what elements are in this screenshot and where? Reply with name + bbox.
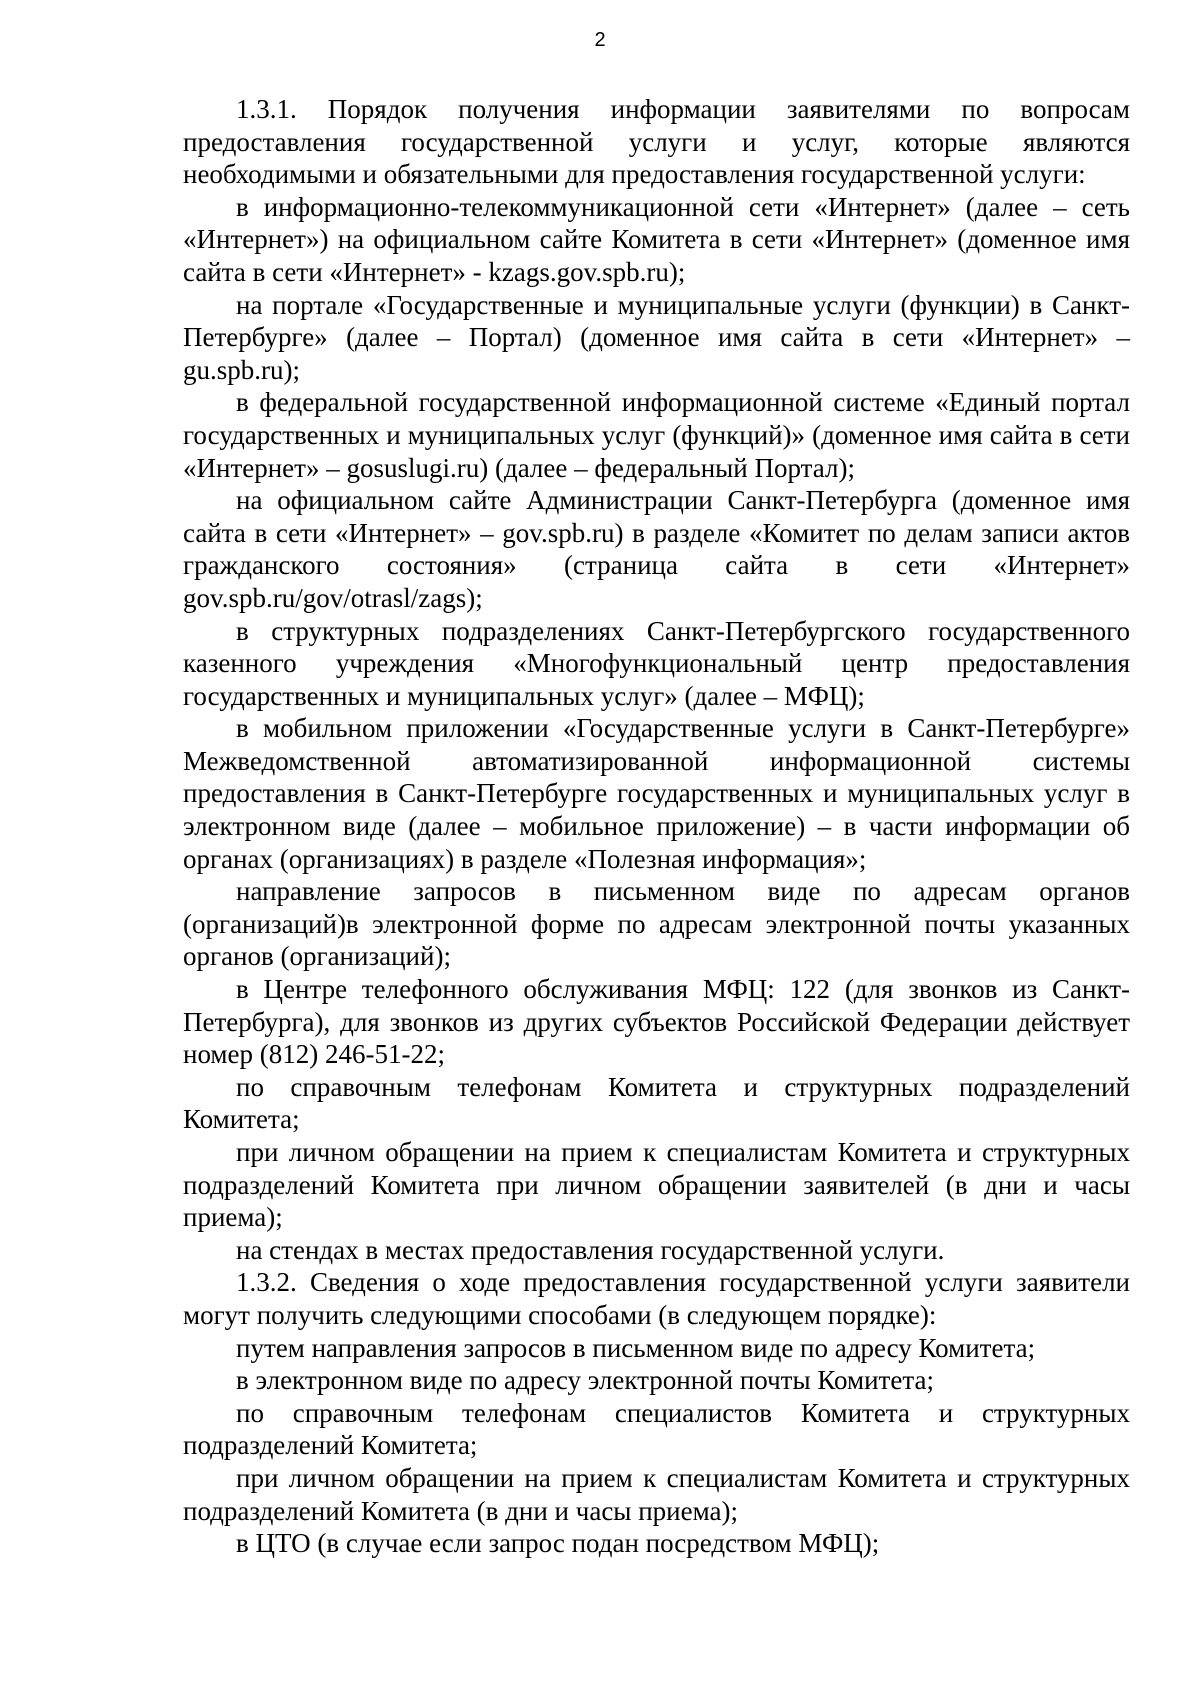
paragraph-written-address: путем направления запросов в письменном виде по адресу Комитета; — [236, 1332, 1036, 1363]
paragraph-portal: на портале «Государственные и муниципальные услуги (функции) в Санкт-Петербурге» (далее – Портал) (доменное имя сайта в сети «Интернет» – gu.spb.ru); — [183, 289, 1130, 385]
paragraph-specialist-phones: по справочным телефонам специалистов Комитета и структурных подразделений Комитета; — [183, 1397, 1130, 1461]
paragraph-written-requests: направление запросов в письменном виде по адресам органов (организаций)в электронной форме по адресам электронной почты указанных органов (организаций); — [183, 876, 1130, 972]
paragraph-internet: в информационно-телекоммуникационной сети «Интернет» (далее – сеть «Интернет») на официальном сайте Комитета в сети «Интернет» (доменное имя сайта в сети «Интернет» - kzags.gov.spb.ru); — [183, 191, 1130, 287]
paragraph-1-3-1-intro: 1.3.1. Порядок получения информации заявителями по вопросам предоставления государственной услуги и услуг, которые являются необходимыми и обязательными для предоставления государственной услуги: — [183, 94, 1130, 190]
page-number: 2 — [594, 29, 606, 51]
paragraph-personal-visit: при личном обращении на прием к специалистам Комитета и структурных подразделений Комитета при личном обращении заявителей (в дни и часы приема); — [183, 1137, 1130, 1233]
paragraph-reference-phones: по справочным телефонам Комитета и структурных подразделений Комитета; — [183, 1071, 1130, 1135]
paragraph-cto: в ЦТО (в случае если запрос подан посредством МФЦ); — [236, 1528, 880, 1559]
document-body — [183, 93, 1130, 1560]
paragraph-1-3-2-intro: 1.3.2. Сведения о ходе предоставления государственной услуги заявители могут получить следующими способами (в следующем порядке): — [183, 1267, 1130, 1330]
paragraph-personal-reception: при личном обращении на прием к специалистам Комитета и структурных подразделений Комитета (в дни и часы приема); — [183, 1462, 1130, 1526]
paragraph-call-center: в Центре телефонного обслуживания МФЦ: 122 (для звонков из Санкт-Петербурга), для звонков из других субъектов Российской Федерации действует номер (812) 246-51-22; — [183, 974, 1130, 1070]
paragraph-administration-site: на официальном сайте Администрации Санкт-Петербурга (доменное имя сайта в сети «Интернет» – gov.spb.ru) в разделе «Комитет по делам записи актов гражданского состояния» (страница сайта в сети «Интернет» gov.spb.ru/gov/otrasl/zags); — [183, 485, 1130, 613]
paragraph-mobile-app: в мобильном приложении «Государственные услуги в Санкт-Петербурге» Межведомственной автоматизированной информационной системы предоставления в Санкт-Петербурге государственных и муниципальных услуг в электронном виде (далее – мобильное приложение) – в части информации об органах (организациях) в разделе «Полезная информация»; — [183, 713, 1130, 874]
paragraph-email: в электронном виде по адресу электронной почты Комитета; — [236, 1365, 934, 1396]
paragraph-federal-portal: в федеральной государственной информационной системе «Единый портал государственных и муниципальных услуг (функций)» (доменное имя сайта в сети «Интернет» – gosuslugi.ru) (далее – федеральный Портал); — [183, 387, 1130, 483]
paragraph-stands: на стендах в местах предоставления государственной услуги. — [236, 1234, 945, 1265]
paragraph-mfc: в структурных подразделениях Санкт-Петербургского государственного казенного учреждения «Многофункциональный центр предоставления государственных и муниципальных услуг» (далее – МФЦ); — [183, 615, 1130, 711]
